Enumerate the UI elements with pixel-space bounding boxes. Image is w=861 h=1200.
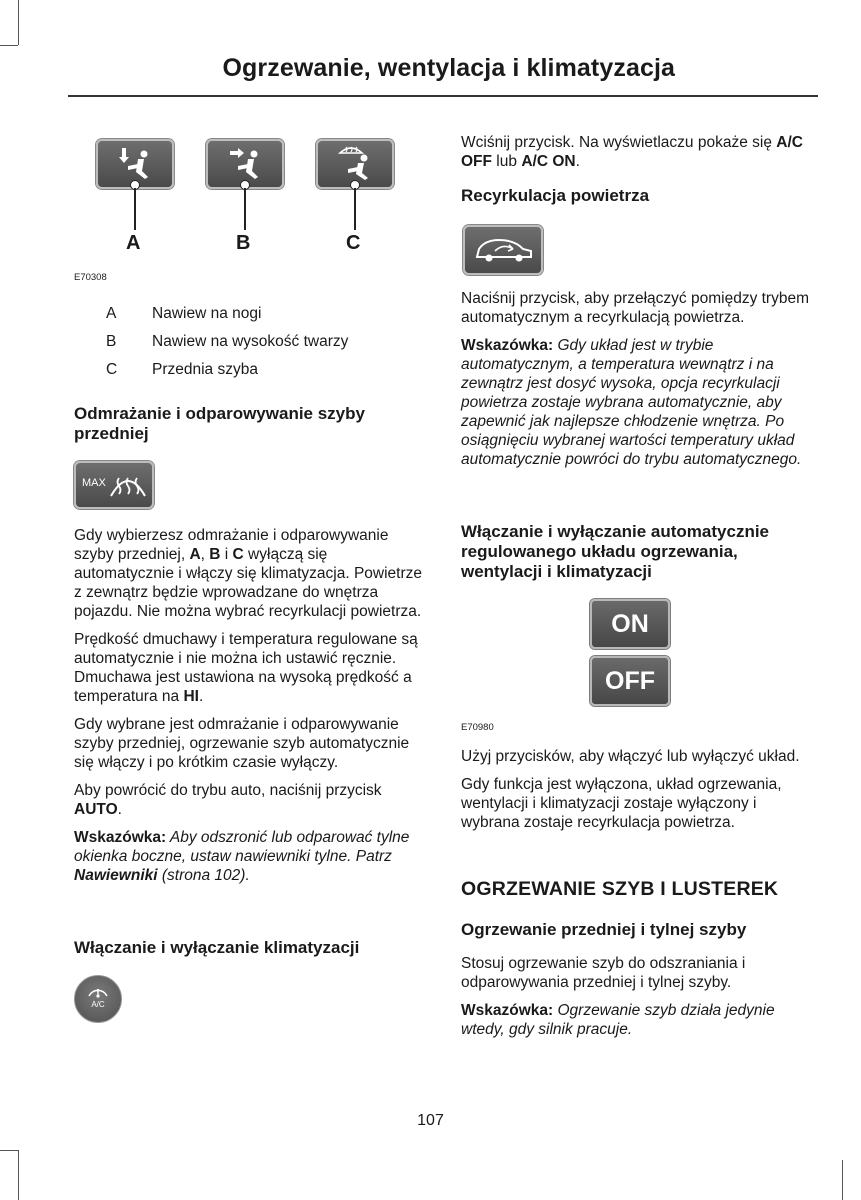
on-button[interactable]: ON — [590, 599, 670, 649]
note-text: (strona 102). — [157, 867, 250, 884]
onoff-paragraph: Użyj przycisków, aby włączyć lub wyłączyć układ. — [461, 748, 800, 765]
text: Prędkość dmuchawy i temperatura regulowane są automatycznie i nie można ich ustawić ręcznie. Dmuchawa jest ustawiona na wysoką prędkość a temperatura na — [74, 631, 418, 705]
heated-note — [461, 1001, 817, 1039]
max-label: MAX — [82, 477, 106, 489]
ac-on-label: A/C ON — [521, 153, 576, 170]
legend-key: A — [106, 305, 117, 322]
defrost-paragraph — [74, 630, 430, 706]
heated-screen-heading: Ogrzewanie przedniej i tylnej szyby — [461, 920, 747, 939]
note-label: Wskazówka: — [74, 829, 167, 846]
callout-letter-b: B — [236, 232, 251, 254]
recirc-paragraph: Naciśnij przycisk, aby przełączyć pomiędzy trybem automatycznym a recyrkulacją powietrza. — [461, 290, 809, 326]
recirc-note — [461, 336, 817, 469]
legend-label: Nawiew na wysokość twarzy — [152, 333, 349, 350]
recirculation-button[interactable] — [463, 225, 543, 275]
legend-key: B — [106, 333, 117, 350]
crop-mark — [842, 1160, 843, 1200]
callout-letter-c: C — [346, 232, 361, 254]
defrost-paragraph: Gdy wybrane jest odmrażanie i odparowywanie szyby przedniej, ogrzewanie szyb automatycznie się włączy i po krótkim czasie wyłączy. — [74, 716, 410, 771]
onoff-paragraph: Gdy funkcja jest wyłączona, układ ogrzewania, wentylacji i klimatyzacji zostaje wyłączony i wybrana zostaje recyrkulacja powietrza. — [461, 776, 782, 831]
heated-paragraph: Stosuj ogrzewanie szyb do odszraniania i odparowywania przedniej i tylnej szyby. — [461, 955, 746, 991]
ref-b: B — [209, 546, 221, 563]
legend-label: Przednia szyba — [152, 361, 258, 378]
legend-label: Nawiew na nogi — [152, 305, 262, 322]
text: . — [198, 688, 204, 705]
defrost-heading: Odmrażanie i odparowywanie szyby przedniej — [74, 404, 365, 443]
max-defrost-button[interactable] — [74, 461, 154, 509]
crop-mark — [18, 1150, 19, 1200]
auto-label: AUTO — [74, 801, 118, 818]
page-number: 107 — [417, 1112, 444, 1129]
recirc-heading: Recyrkulacja powietrza — [461, 186, 650, 205]
callout-letter-a: A — [126, 232, 141, 254]
defrost-note — [74, 828, 430, 885]
hi-label: HI — [183, 688, 199, 705]
page-title: Ogrzewanie, wentylacja i klimatyzacja — [222, 54, 675, 82]
note-text: Gdy układ jest w trybie automatycznym, a temperatura wewnątrz i na zewnątrz jest dosyć wysoka, opcja recyrkulacji powietrza zostaje wybrana automatycznie, aby zapewnić jak najlepsze chłodzenie wnętrza. Po osiągnięciu wybranej wartości temperatury układ automatycznie powróci do trybu automatycznego. — [461, 337, 802, 468]
cross-reference-link[interactable]: Nawiewniki — [74, 867, 158, 884]
text: lub — [492, 153, 522, 170]
ac-paragraph — [461, 133, 817, 171]
ref-a: A — [189, 546, 201, 563]
callout-line-b — [244, 188, 246, 230]
callout-line-a — [134, 188, 136, 230]
ac-fan-icon — [75, 976, 121, 1022]
note-label: Wskazówka: — [461, 337, 554, 354]
defrost-paragraph — [74, 526, 430, 621]
crop-mark — [0, 1150, 18, 1151]
crop-mark — [0, 45, 18, 46]
callout-line-c — [354, 188, 356, 230]
title-rule — [68, 95, 818, 97]
text: wyłączą się automatycznie i włączy się klimatyzacja. Powietrze z zewnątrz będzie wprowadzane do wnętrza pojazdu. Nie można wybrać recyrkulacji powietrza. — [74, 546, 423, 620]
ac-heading: Włączanie i wyłączanie klimatyzacji — [74, 938, 360, 957]
text: Wciśnij przycisk. Na wyświetlaczu pokaże się — [461, 134, 777, 151]
recirculation-icon — [465, 227, 541, 273]
note-text: Aby odszronić lub odparować tylne okienka boczne, ustaw nawiewniki tylne. Patrz — [74, 829, 410, 865]
text: Aby powrócić do trybu auto, naciśnij przycisk — [74, 782, 382, 799]
ref-c: C — [232, 546, 244, 563]
off-button[interactable]: OFF — [590, 656, 670, 706]
windscreen-defrost-icon — [108, 470, 148, 500]
crop-mark — [18, 0, 19, 45]
note-text: Ogrzewanie szyb działa jedynie wtedy, gdy silnik pracuje. — [461, 1002, 775, 1038]
note-label: Wskazówka: — [461, 1002, 554, 1019]
section-heading: OGRZEWANIE SZYB I LUSTEREK — [461, 878, 779, 900]
defrost-paragraph — [74, 781, 430, 819]
text: i — [220, 546, 233, 563]
text: . — [117, 801, 122, 818]
text: Gdy wybierzesz odmrażanie i odparowywanie szyby przedniej, — [74, 527, 389, 563]
text: , — [200, 546, 210, 563]
figure-code: E70308 — [74, 272, 107, 283]
figure-code: E70980 — [461, 722, 494, 733]
text: . — [575, 153, 580, 170]
ac-label: A/C — [91, 1000, 105, 1009]
onoff-heading: Włączanie i wyłączanie automatycznie regulowanego układu ogrzewania, wentylacji i klimatyzacji — [461, 522, 770, 581]
legend-key: C — [106, 361, 118, 378]
ac-button[interactable] — [74, 975, 122, 1023]
ac-off-label: A/C OFF — [461, 134, 803, 170]
